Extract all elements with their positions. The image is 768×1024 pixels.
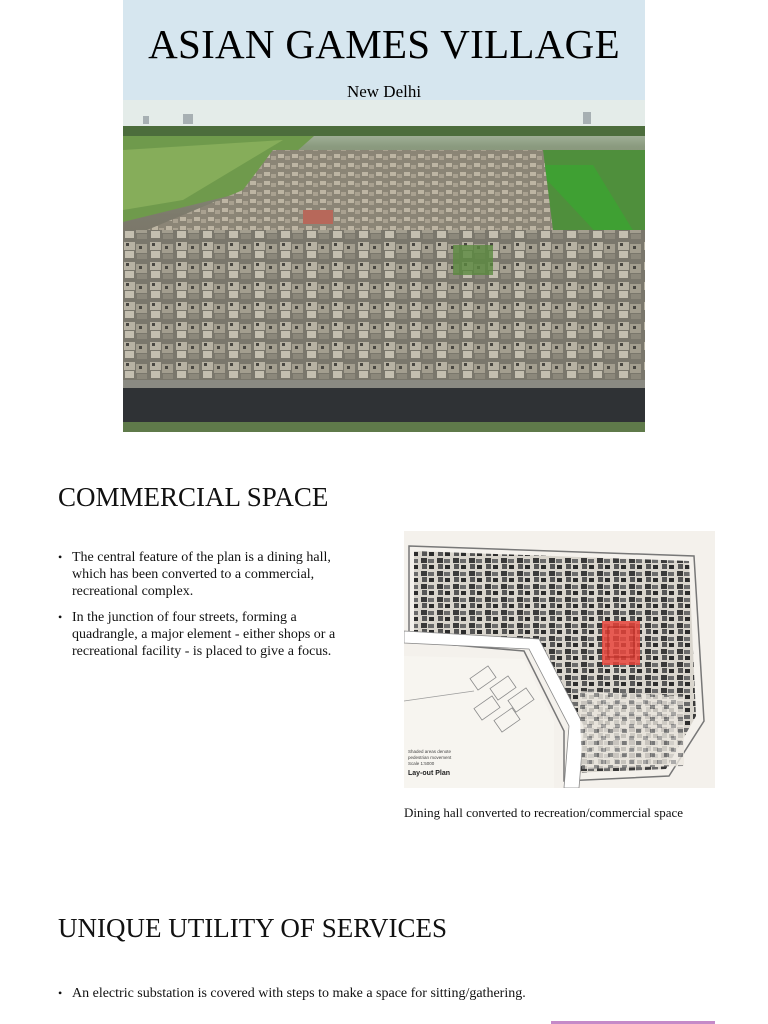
plan-caption: Dining hall converted to recreation/commercial space bbox=[404, 805, 684, 820]
plan-scale-label: Scale 1:5000 bbox=[408, 761, 435, 766]
commercial-bullet-list bbox=[58, 549, 388, 669]
section-heading-services: UNIQUE UTILITY OF SERVICES bbox=[58, 913, 448, 943]
plan-title-label: Lay-out Plan bbox=[408, 770, 451, 777]
services-bullet-list bbox=[58, 985, 718, 1011]
list-item: • The central feature of the plan is a dining hall, which has been converted to a commercial, recreational complex. bbox=[58, 550, 331, 599]
site-plan-illustration bbox=[404, 531, 715, 788]
hero-photo bbox=[123, 0, 645, 432]
bullet-icon: • bbox=[58, 610, 63, 624]
list-item: • An electric substation is covered with steps to make a space for sitting/gathering. bbox=[58, 986, 526, 1001]
page-subtitle: New Delhi bbox=[346, 82, 422, 101]
page-title: ASIAN GAMES VILLAGE bbox=[148, 21, 620, 67]
plan-legend-line2: pedestrian movement bbox=[408, 755, 452, 760]
bullet-icon: • bbox=[58, 550, 63, 564]
layout-plan-drawing bbox=[404, 531, 715, 788]
plan-legend-line1: Shaded areas denote bbox=[408, 749, 452, 754]
list-item: • In the junction of four streets, forming a quadrangle, a major element - either shops or a recreational facility - is placed to give a focus. bbox=[58, 610, 336, 659]
bullet-icon: • bbox=[58, 986, 63, 1000]
section-heading-commercial: COMMERCIAL SPACE bbox=[58, 482, 329, 512]
